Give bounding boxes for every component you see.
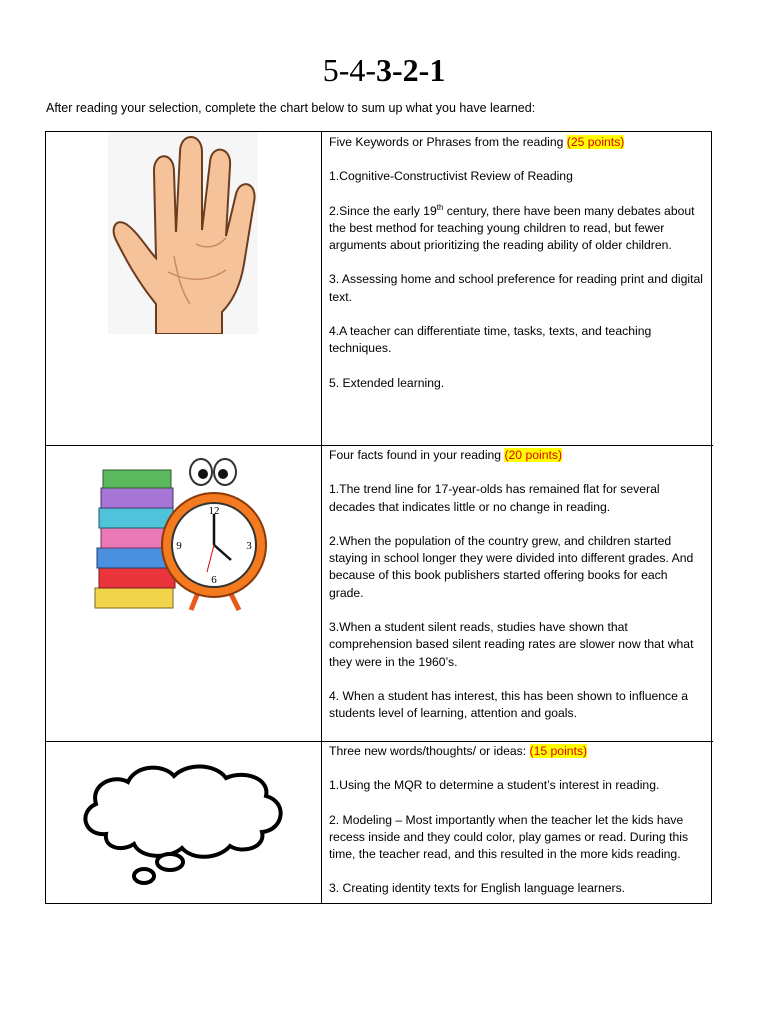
- idea-item: 3. Creating identity texts for English language learners.: [329, 881, 626, 896]
- summary-chart: [45, 131, 712, 904]
- keyword-item: 4.A teacher can differentiate time, tasks, texts, and teaching techniques.: [329, 324, 652, 356]
- points-badge: (15 points): [529, 744, 588, 758]
- page-title: [0, 50, 768, 90]
- keywords-heading: Five Keywords or Phrases from the reading (25 points): [329, 135, 625, 149]
- clock-number-6: 6: [211, 574, 217, 586]
- fact-item: 2.When the population of the country grew, and children started staying in school longer they were divided into different grades. And because of this book publishers started offering books for each grade.: [329, 533, 694, 600]
- keyword-item: 3. Assessing home and school preference for reading print and digital text.: [329, 272, 703, 304]
- keyword-item: 2.Since the early 19th century, there have been many debates about the best method for teaching young children to read, but fewer arguments about prioritizing the reading ability of older children.: [329, 202, 695, 253]
- points-badge: (25 points): [566, 135, 625, 149]
- title-prefix: 5-4-: [322, 52, 376, 88]
- fact-item: 3.When a student silent reads, studies have shown that comprehension based silent reading rates are slower now that what they were in the 1960’s.: [329, 620, 694, 669]
- title-main: 3-2-1: [376, 52, 446, 88]
- column-divider: [321, 132, 322, 903]
- idea-item: 2. Modeling – Most importantly when the teacher let the kids have recess inside and they could color, play games or read. During this time, the teacher read, and this resulted in the more kids reading.: [329, 812, 689, 862]
- hand-icon: [108, 132, 258, 334]
- cell-keywords: [329, 134, 703, 409]
- clock-number-12: 12: [208, 505, 220, 517]
- keyword-item: 1.Cognitive-Constructivist Review of Reading: [329, 169, 573, 184]
- row-divider-1: [46, 445, 713, 446]
- fact-item: 1.The trend line for 17-year-olds has remained flat for several decades that indicates little or no change in reading.: [329, 482, 660, 514]
- clock-number-9: 9: [176, 540, 182, 552]
- row-divider-2: [46, 741, 713, 742]
- thought-bubble-icon: [66, 744, 301, 899]
- instructions: After reading your selection, complete the chart below to sum up what you have learned:: [46, 101, 536, 115]
- keyword-item: 5. Extended learning.: [329, 375, 445, 390]
- cell-ideas: [329, 743, 703, 915]
- fact-item: 4. When a student has interest, this has been shown to influence a students level of learning, attention and goals.: [329, 688, 689, 721]
- clock-number-3: 3: [246, 540, 252, 552]
- points-badge: (20 points): [504, 448, 563, 462]
- facts-heading: Four facts found in your reading (20 points): [329, 448, 563, 462]
- ideas-heading: Three new words/thoughts/ or ideas: (15 points): [329, 744, 588, 758]
- books-and-clock-icon: [89, 450, 279, 620]
- cell-facts: [329, 447, 703, 740]
- idea-item: 1.Using the MQR to determine a student’s interest in reading.: [329, 778, 660, 793]
